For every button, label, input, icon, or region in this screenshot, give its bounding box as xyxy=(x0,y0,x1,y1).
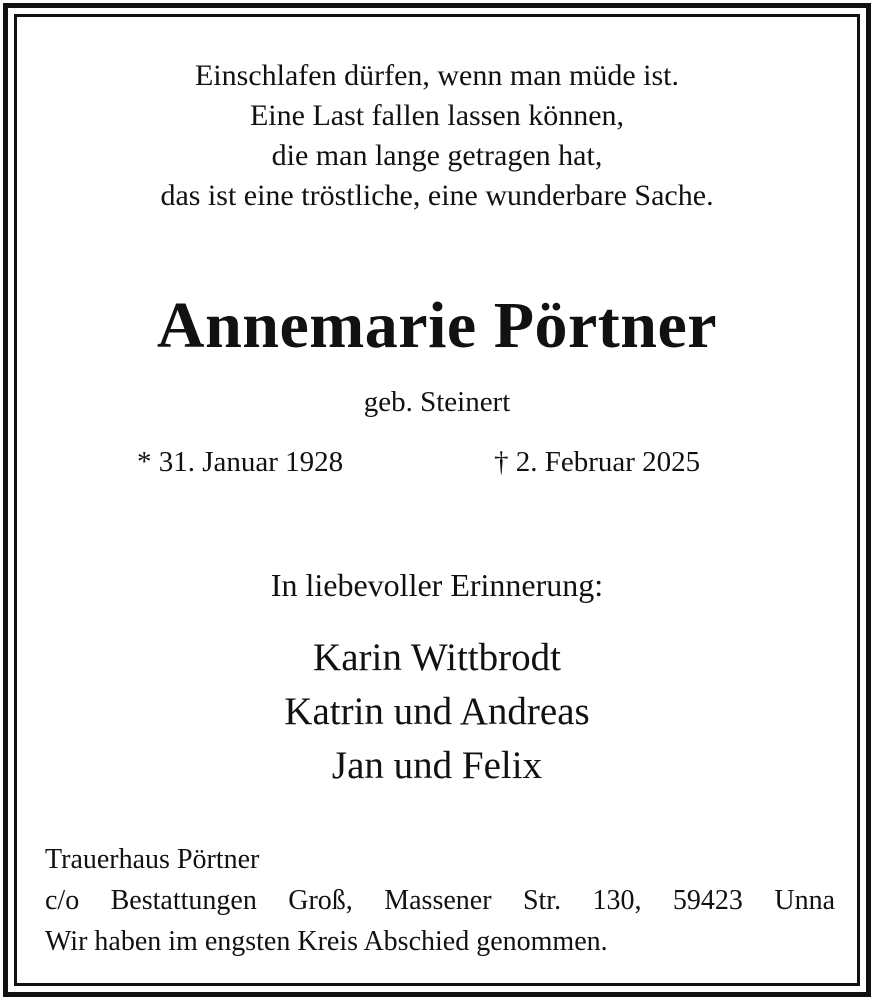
mourner-name: Jan und Felix xyxy=(331,744,543,787)
address: c/o Bestattungen Groß, Massener Str. 130, 59423 Unna xyxy=(45,885,835,916)
poem-line: das ist eine tröstliche, eine wunderbare Sache. xyxy=(160,179,714,212)
birth-date: * 31. Januar 1928 xyxy=(137,446,344,478)
mourners-list xyxy=(0,632,874,794)
death-date: † 2. Februar 2025 xyxy=(494,446,701,478)
memory-heading: In liebevoller Erinnerung: xyxy=(270,567,604,603)
farewell-note: Wir haben im engsten Kreis Abschied genommen. xyxy=(45,926,608,957)
footer-block xyxy=(45,840,835,963)
deceased-name: Annemarie Pörtner xyxy=(156,289,718,362)
poem-line: Eine Last fallen lassen können, xyxy=(249,99,625,132)
mourning-house: Trauerhaus Pörtner xyxy=(45,844,260,875)
mourner-name: Karin Wittbrodt xyxy=(313,636,561,679)
poem-line: Einschlafen dürfen, wenn man müde ist. xyxy=(194,59,680,92)
poem-line: die man lange getragen hat, xyxy=(271,139,603,172)
poem xyxy=(0,56,874,216)
maiden-name: geb. Steinert xyxy=(363,386,511,418)
mourner-name: Katrin und Andreas xyxy=(284,690,590,733)
